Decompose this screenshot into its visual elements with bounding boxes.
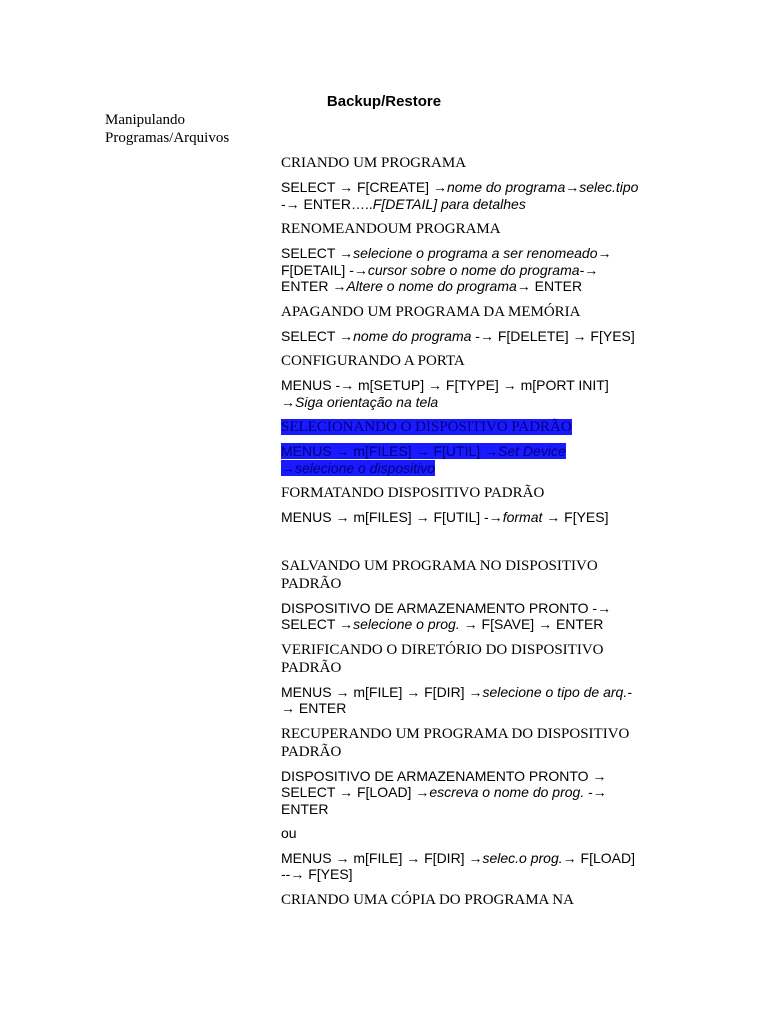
- step-italic-text: nome do programa: [353, 327, 472, 344]
- step-text: -→ ENTER…..: [281, 195, 373, 212]
- side-label-line1: Manipulando: [105, 112, 185, 128]
- step-text: → ENTER: [281, 700, 347, 716]
- step-text: SELECT →: [281, 245, 354, 261]
- step-text: DISPOSITIVO DE ARMAZENAMENTO PRONTO -→ SELECT →: [281, 599, 612, 632]
- step-italic-text: selecione o prog.: [353, 616, 460, 632]
- section-heading-text: CONFIGURANDO A PORTA: [281, 353, 465, 369]
- step-text: -→ ENTER: [281, 784, 607, 817]
- procedure-steps: [281, 443, 641, 476]
- step-italic-text: Set Device →selecione o dispositivo: [281, 443, 566, 476]
- section-heading: [281, 352, 641, 370]
- section-heading-text: CRIANDO UM PROGRAMA: [281, 155, 467, 171]
- step-italic-text: nome do programa: [446, 179, 566, 195]
- step-italic-text: cursor sobre o nome do programa-: [367, 261, 585, 278]
- step-italic-text: selecione o programa a ser renomeado: [353, 245, 598, 261]
- procedure-steps: [281, 328, 641, 345]
- step-text: → F[YES]: [542, 509, 609, 525]
- step-text: → ENTER: [516, 278, 583, 294]
- step-text: MENUS -→ m[SETUP] → F[TYPE] → m[PORT INIT] →: [281, 377, 609, 410]
- step-text: DISPOSITIVO DE ARMAZENAMENTO PRONTO → SELECT → F[LOAD] →: [281, 767, 607, 800]
- step-text: MENUS → m[FILES] → F[UTIL] -→: [281, 509, 503, 525]
- procedure-steps: [281, 179, 641, 212]
- procedure-steps: [281, 850, 641, 883]
- section-heading-text: SALVANDO UM PROGRAMA NO DISPOSITIVO PADRÃO: [281, 557, 598, 592]
- step-text: → F[LOAD] --→ F[YES]: [281, 849, 635, 882]
- procedure-steps: [281, 768, 641, 818]
- procedure-steps: [281, 509, 641, 526]
- step-text: MENUS → m[FILE] → F[DIR] →: [281, 683, 483, 700]
- step-italic-text: selecione o tipo de arq.-: [482, 683, 632, 700]
- procedure-steps: [281, 377, 641, 410]
- section-heading-text: SELECIONANDO O DISPOSITIVO PADRÃO: [281, 419, 572, 435]
- step-italic-text: escreva o nome do prog.: [429, 784, 585, 800]
- step-text: →: [565, 179, 580, 195]
- section-heading-text: VERIFICANDO O DIRETÓRIO DO DISPOSITIVO PADRÃO: [281, 641, 604, 676]
- step-italic-text: Siga orientação na tela: [295, 393, 439, 410]
- step-text: → ENTER →: [281, 261, 599, 294]
- step-italic-text: selec.o prog.: [482, 849, 563, 866]
- spacer: [281, 534, 641, 557]
- step-text: -→ F[DELETE] → F[YES]: [471, 327, 635, 344]
- section-heading: [281, 154, 641, 172]
- section-heading: [281, 220, 641, 238]
- step-text: ou: [281, 825, 297, 841]
- step-text: → F[DETAIL] -→: [281, 245, 612, 278]
- procedures-list: [281, 154, 641, 916]
- step-italic-text: format: [502, 509, 543, 525]
- step-text: SELECT → F[CREATE] →: [281, 179, 447, 195]
- step-italic-text: Altere o nome do programa: [346, 278, 517, 294]
- section-heading-text: APAGANDO UM PROGRAMA DA MEMÓRIA: [281, 303, 581, 320]
- section-heading: [281, 484, 641, 502]
- step-italic-text: selec.tipo: [579, 179, 639, 195]
- section-heading-text: FORMATANDO DISPOSITIVO PADRÃO: [281, 485, 545, 501]
- procedure-steps: [281, 245, 641, 295]
- section-heading-text: RECUPERANDO UM PROGRAMA DO DISPOSITIVO PADRÃO: [281, 725, 630, 760]
- side-label: [105, 111, 265, 147]
- section-heading: [281, 418, 641, 436]
- side-label-line2: Programas/Arquivos: [105, 130, 230, 146]
- step-italic-text: F[DETAIL] para detalhes: [372, 195, 526, 212]
- step-text: → F[SAVE] → ENTER: [459, 616, 604, 632]
- section-heading: [281, 557, 641, 593]
- procedure-steps: [281, 825, 641, 842]
- page-title: Backup/Restore: [326, 93, 442, 110]
- section-heading-text: RENOMEANDOUM PROGRAMA: [281, 221, 501, 237]
- procedure-steps: [281, 684, 641, 717]
- section-heading: [281, 641, 641, 677]
- section-heading: [281, 303, 641, 321]
- step-text: MENUS → m[FILES] → F[UTIL] →: [281, 443, 499, 459]
- section-heading-text: CRIANDO UMA CÓPIA DO PROGRAMA NA: [281, 891, 574, 908]
- step-text: MENUS → m[FILE] → F[DIR] →: [281, 849, 483, 866]
- section-heading: [281, 891, 641, 909]
- procedure-steps: [281, 600, 641, 633]
- step-text: SELECT →: [281, 327, 354, 344]
- section-heading: [281, 725, 641, 761]
